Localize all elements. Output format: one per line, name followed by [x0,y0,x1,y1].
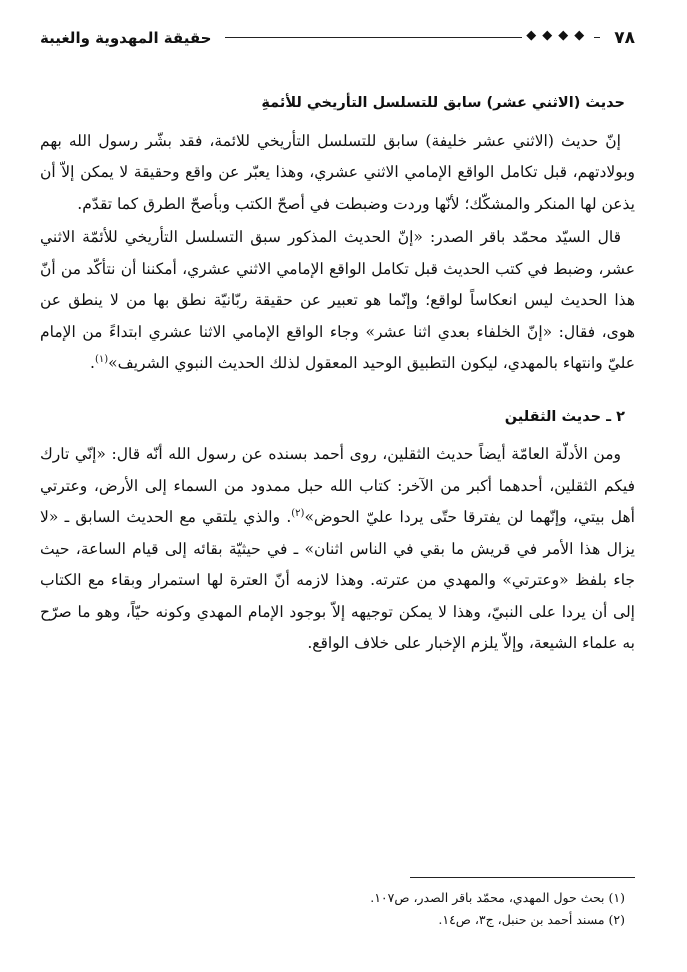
footnotes [40,887,635,931]
footnote: (١) بحث حول المهدي، محمّد باقر الصدر، ص١٠٧. [370,890,625,905]
header-rule [225,30,600,46]
paragraph-with-footnote: قال السيّد محمّد باقر الصدر: «إنّ الحديث المذكور سبق التسلسل التأريخي للأئمّة الاثني عشر، وضبط في كتب الحديث قبل تكامل الواقع الإمامي الاثني عشري، أمكننا أن نتأكّد من أنّ هذا الحديث ليس انعكاساً لواقع؛ وإنّما هو تعبير عن حقيقة ربّانيّة نطق بها من لا ينطق عن هوى، فقال: «إنّ الخلفاء بعدي اثنا عشر» وجاء الواقع الإمامي الاثنا عشري ابتداءً من الإمام عليّ وانتهاء بالمهدي، ليكون التطبيق الوحيد المعقول لذلك الحديث النبوي الشريف»$^{(١)}$. [40,228,635,372]
paragraph-text: . والذي يلتقي مع الحديث السابق ـ «لا يزال هذا الأمر في قريش ما بقي في الناس اثنان» ـ في حيثيّة بقائه إلى قيام الساعة، حيث جاء بلفظ «وعترتي» والمهدي من عترته. وهذا لازمه أنّ العترة لها استمرار وبقاء مع الكتاب إلى أن يردا على النبيّ، وهذا لا يمكن توجيهه إلاّ بوجود الإمام المهدي وكونه حيّاً، وهو ما صرّح به علماء الشيعة، وإلاّ يلزم الإخبار على خلاف الواقع. [40,508,635,652]
footnote-separator [410,877,635,878]
running-header [40,26,635,50]
page-body [40,84,635,660]
section-heading: ٢ ـ حديث الثقلين [504,408,625,425]
paragraph: إنّ حديث (الاثني عشر خليفة) سابق للتسلسل التأريخي للائمة، فقد بشّر رسول الله بهم وبولادتهم، قبل تكامل الواقع الإمامي الاثني عشري، وهذا يعبّر عن واقع وحقيقة لا يمكن إلاّ أن يذعن لها المنكر والمشكّك؛ لأنّها وردت وضبطت في أصحّ الكتب وبأصحّ الطرق كما تقدّم. [40,131,635,213]
footnote-ref: (١) [94,353,109,365]
footnote: (٢) مسند أحمد بن حنبل، ج٣، ص١٤. [438,912,625,927]
paragraph-with-footnote [40,439,635,660]
section-heading: حديث (الاثني عشر) سابق للتسلسل التأريخي للأئمةِ [261,95,625,111]
footnote-ref: (٢) [291,507,305,519]
paragraph-text: ومن الأدلّة العامّة أيضاً حديث الثقلين، روى أحمد بسنده عن رسول الله أنّه قال: «إنّي تارك فيكم الثقلين، أحدهما أكبر من الآخر: كتاب الله حبل ممدود من السماء إلى الأرض، وعترتي أهل بيتي، وإنّهما لن يفترقا حتّى يردا عليّ الحوض» [40,445,635,526]
paragraph-text: قال السيّد محمّد باقر الصدر: «إنّ الحديث المذكور سبق التسلسل التأريخي للأئمّة الاثني عشر، وضبط في كتب الحديث قبل تكامل الواقع الإمامي الاثني عشري، أمكننا أن نتأكّد من أنّ هذا الحديث ليس انعكاساً لواقع؛ وإنّما هو تعبير عن حقيقة ربّانيّة نطق بها من لا ينطق عن هوى، فقال: «إنّ الخلفاء بعدي اثنا عشر» وجاء الواقع الإمامي الاثنا عشري ابتداءً من الإمام عليّ وانتهاء بالمهدي، ليكون التطبيق الوحيد المعقول لذلك الحديث النبوي الشريف» [40,228,635,372]
running-title: حقيقة المهدوية والغيبة [40,29,212,47]
page-number: ٧٨ [614,28,635,48]
diamond-ornament-icon: ◆◆◆◆ [522,28,594,43]
